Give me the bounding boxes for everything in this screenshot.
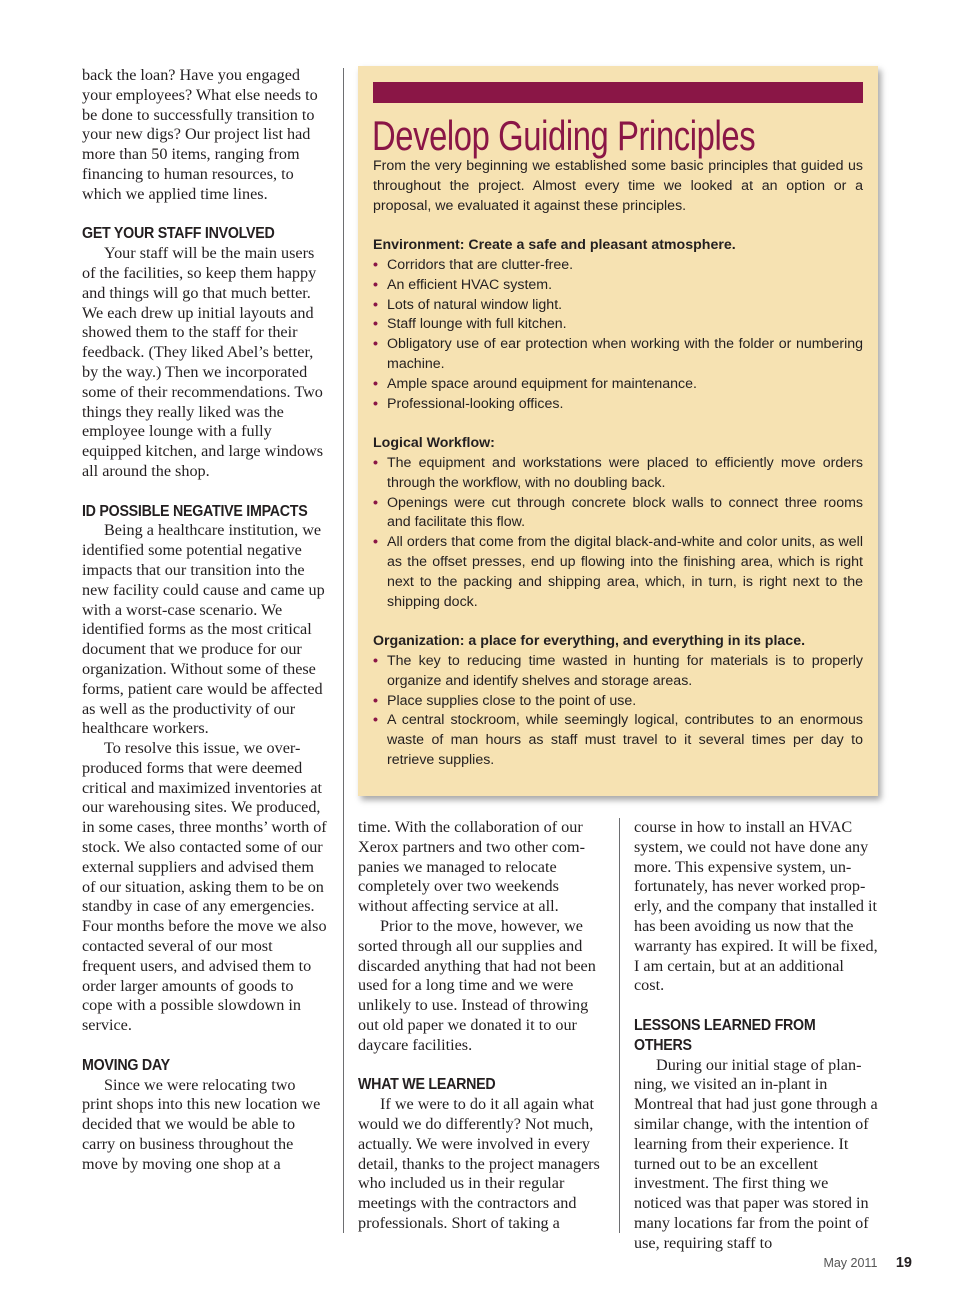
paragraph: Since we were relocating two print shops into this new location we decided that we would be able to carry on business throughout the move by moving one shop at a <box>82 1075 321 1173</box>
bullet-icon: • <box>373 256 378 273</box>
sidebar-intro: From the very beginning we established some basic principles that guided us throughout the project. Almost every time we looked at an option or a proposal, we evaluated it against these principles. <box>373 158 863 214</box>
sidebar-bullet-list <box>373 652 863 771</box>
list-item <box>373 395 863 415</box>
list-item-text: A central stockroom, while seemingly logical, contributes to an enormous waste of man hours as staff must travel to it several times per day to retrieve supplies. <box>387 712 863 768</box>
bullet-icon: • <box>373 652 378 669</box>
list-item-text: Place supplies close to the point of use. <box>387 692 637 709</box>
list-item <box>373 375 863 395</box>
list-item-text: Obligatory use of ear protection when working with the folder or numbering machine. <box>387 336 863 372</box>
section-heading: LESSONS LEARNED FROM OTHERS <box>634 1016 816 1054</box>
bullet-icon: • <box>373 276 378 293</box>
issue-date: May 2011 <box>823 1256 878 1270</box>
list-item-text: An efficient HVAC system. <box>387 276 553 293</box>
bullet-icon: • <box>373 712 378 729</box>
bullet-icon: • <box>373 316 378 333</box>
paragraph: Being a healthcare institution, we identified some potential negative impacts that our transition into the new facility could cause and came up with a worst-case scenario. We identified forms as the most critical document that we produce for our organization. Without some of these forms, patient care would be affected as well as the productivity of our healthcare workers. <box>82 521 325 738</box>
page-number: 19 <box>895 1255 912 1271</box>
list-item <box>373 335 863 375</box>
bullet-icon: • <box>373 692 378 709</box>
sidebar-title: Develop Guiding Principles <box>372 112 756 159</box>
sidebar-bullet-list <box>373 256 863 414</box>
sidebar-bullet-list <box>373 454 863 612</box>
bullet-icon: • <box>373 336 378 353</box>
article-column-3 <box>634 818 878 1254</box>
list-item <box>373 315 863 335</box>
sidebar-box <box>358 66 878 796</box>
paragraph: To resolve this issue, we over-produced forms that were deemed critical and maximized inventories at our warehousing sites. We produced, in some cases, three months’ worth of stock. We also contacted some of our external suppliers and advised them of our situation, asking them to be on standby in case of any emergencies. Four months before the move we also contacted several of our most frequent users, and advised them to order larger amounts of goods to cope with a possible slowdown in service. <box>82 739 327 1035</box>
list-item-text: Corridors that are clutter-free. <box>387 256 574 273</box>
list-item <box>373 692 863 712</box>
list-item-text: The equipment and workstations were placed to efficiently move orders through the workflow, with no doubling back. <box>387 454 863 491</box>
bullet-icon: • <box>373 534 378 551</box>
list-item-text: Staff lounge with full kitchen. <box>387 316 567 333</box>
column-divider <box>343 68 344 1233</box>
article-column-1 <box>82 66 328 1175</box>
bullet-icon: • <box>373 296 378 313</box>
list-item-text: Openings were cut through concrete block walls to connect three rooms and facilitate this flow. <box>387 494 863 531</box>
list-item-text: Professional-looking offices. <box>387 395 564 412</box>
list-item <box>373 276 863 296</box>
section-heading: WHAT WE LEARNED <box>358 1076 496 1094</box>
list-item <box>373 652 863 692</box>
column-divider <box>619 818 620 1233</box>
list-item <box>373 296 863 316</box>
paragraph: time. With the collaboration of our Xerox partners and two other companies we managed to relocate completely over two weekends without affecting service at all. <box>358 818 585 916</box>
paragraph: back the loan? Have you engaged your employees? What else needs to be done to successfully transition to your new digs? Our project list had more than 50 items, ranging from financing to human resources, to which we applied time lines. <box>82 66 318 203</box>
section-heading: GET YOUR STAFF INVOLVED <box>82 225 275 243</box>
list-item <box>373 494 863 534</box>
sidebar-section-heading: Environment: Create a safe and pleasant atmosphere. <box>373 237 736 254</box>
bullet-icon: • <box>373 375 378 392</box>
section-heading: MOVING DAY <box>82 1056 170 1074</box>
sidebar-body <box>373 157 863 771</box>
list-item <box>373 454 863 494</box>
sidebar-section-heading: Organization: a place for everything, and everything in its place. <box>373 633 806 650</box>
paragraph: If we were to do it all again what would we do differently? Not much, actually. We were involved in every detail, thanks to the project managers who included us in their regular meetings with the contractors and professionals. Short of taking a <box>358 1095 600 1232</box>
list-item-text: The key to reducing time wasted in hunting for materials is to properly organize and identify shelves and storage areas. <box>387 652 863 689</box>
list-item <box>373 533 863 612</box>
sidebar-section-heading: Logical Workflow: <box>373 435 495 452</box>
paragraph: During our initial stage of planning, we visited an in-plant in Montreal that had just gone through a similar change, with the intention of learning from their experience. It turned out to be an excellent investment. The first thing we noticed was that paper was stored in many locations far from the point of use, requiring staff to <box>634 1055 878 1252</box>
list-item-text: All orders that come from the digital black-and-white and color units, as well as the offset presses, end up flowing into the finishing area, which is right next to the packing and shipping area, which, in turn, is right next to the shipping dock. <box>387 534 863 610</box>
paragraph: Prior to the move, however, we sorted through all our supplies and discarded anything that had not been used for a long time and we were unlikely to use. Instead of throwing out old paper we donated it to our daycare facilities. <box>358 916 596 1054</box>
bullet-icon: • <box>373 454 378 471</box>
list-item-text: Ample space around equipment for maintenance. <box>387 375 697 392</box>
section-heading: ID POSSIBLE NEGATIVE IMPACTS <box>82 502 308 520</box>
list-item <box>373 711 863 770</box>
list-item-text: Lots of natural window light. <box>387 296 563 313</box>
paragraph: course in how to install an HVAC system, we could not have done any more. This expensive system, unfortunately, has never worked properly, and the company that installed it has been avoiding us now that the warranty has expired. It will be fixed, I am certain, but at an additional cost. <box>634 818 878 995</box>
sidebar-accent-bar <box>373 82 863 103</box>
paragraph: Your staff will be the main users of the facilities, so keep them happy and things will go that much better. We each drew up initial layouts and showed them to the staff for their feedback. (They liked Abel’s better, by the way.) Then we incorporated some of their recommendations. Two things they really liked was the employee lounge with a fully equipped kitchen, and large windows all around the shop. <box>82 244 324 480</box>
list-item <box>373 256 863 276</box>
article-column-2 <box>358 818 606 1234</box>
page-footer <box>823 1254 912 1272</box>
sidebar-sections <box>373 236 863 771</box>
bullet-icon: • <box>373 494 378 511</box>
bullet-icon: • <box>373 395 378 412</box>
